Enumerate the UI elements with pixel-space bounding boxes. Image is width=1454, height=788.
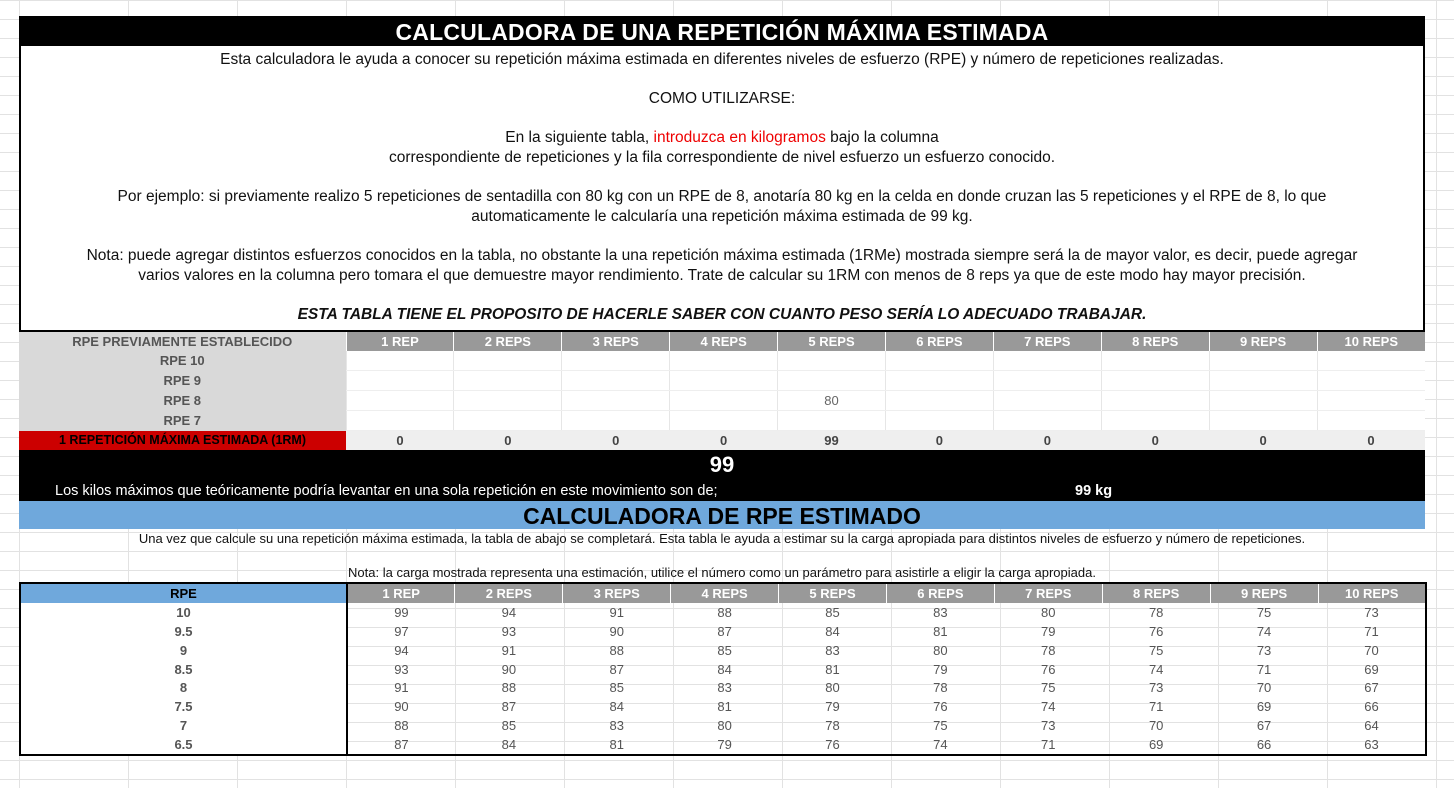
table-row	[20, 697, 1426, 716]
col-header: 9 REPS	[1210, 583, 1318, 603]
load-cell: 75	[1256, 604, 1272, 620]
load-cell: 80	[717, 718, 732, 734]
note-line: Nota: puede agregar distintos esfuerzos conocidos en la tabla, no obstante la una repetición máxima estimada (1RMe) mostrada siempre será la de mayor valor, es decir, puede agregar	[86, 246, 1358, 264]
input-cell[interactable]	[562, 351, 670, 371]
col-header: 10 REPS	[1317, 332, 1425, 351]
load-cell: 91	[501, 642, 517, 658]
load-cell: 79	[933, 661, 948, 677]
load-cell: 83	[933, 604, 948, 620]
table-row	[20, 660, 1426, 679]
input-cell[interactable]	[1317, 351, 1425, 371]
input-cell[interactable]: 80	[778, 391, 886, 411]
input-cell[interactable]	[1209, 411, 1317, 431]
load-cell: 91	[609, 604, 624, 620]
note-line: varios valores en la columna pero tomara el que demuestre mayor rendimiento. Trate de calcular su 1RM con menos de 8 reps ya que de este modo hay mayor precisión.	[138, 266, 1306, 284]
input-cell[interactable]	[993, 391, 1101, 411]
col-header: 1 REP	[347, 583, 455, 603]
input-cell[interactable]	[1101, 351, 1209, 371]
input-corner: RPE PREVIAMENTE ESTABLECIDO	[19, 332, 346, 351]
load-cell: 80	[825, 680, 840, 696]
input-cell[interactable]	[454, 411, 562, 431]
load-cell: 73	[1148, 680, 1164, 696]
load-cell: 84	[609, 699, 624, 715]
rpe-row-label: RPE 10	[19, 351, 346, 371]
load-cell: 66	[1364, 699, 1379, 715]
load-cell: 79	[825, 699, 840, 715]
load-cell: 83	[717, 680, 732, 696]
load-cell: 80	[1041, 604, 1056, 620]
table-row	[20, 716, 1426, 735]
col-header: 10 REPS	[1318, 583, 1426, 603]
load-cell: 78	[933, 680, 948, 696]
instructions	[21, 128, 1423, 148]
rpe-corner: RPE	[20, 583, 347, 603]
table-row	[20, 622, 1426, 641]
load-cell: 69	[1256, 699, 1272, 715]
input-row	[19, 411, 1425, 431]
max-summary	[19, 450, 1425, 501]
result-cell: 0	[1209, 431, 1317, 451]
input-cell[interactable]	[670, 411, 778, 431]
page-title: CALCULADORA DE UNA REPETICIÓN MÁXIMA ESTIMADA	[19, 16, 1425, 46]
load-cell: 73	[1256, 642, 1272, 658]
col-header: 7 REPS	[994, 583, 1102, 603]
col-header: 3 REPS	[562, 332, 670, 351]
col-header: 4 REPS	[670, 332, 778, 351]
rpe-row-label: 9.5	[20, 622, 347, 641]
col-header: 8 REPS	[1102, 583, 1210, 603]
load-cell: 70	[1364, 642, 1379, 658]
purpose-note: ESTA TABLA TIENE EL PROPOSITO DE HACERLE SABER CON CUANTO PESO SERÍA LO ADECUADO TRABAJAR.	[297, 305, 1147, 323]
result-cell: 0	[885, 431, 993, 451]
table-row	[20, 641, 1426, 660]
input-cell[interactable]	[454, 371, 562, 391]
load-cell: 73	[1041, 718, 1056, 734]
load-cell: 91	[394, 680, 409, 696]
load-cell: 87	[717, 623, 732, 639]
input-cell[interactable]	[885, 411, 993, 431]
load-cell: 74	[933, 737, 948, 753]
load-cell: 79	[717, 737, 732, 753]
rpe-row-label: 10	[20, 603, 347, 622]
load-cell: 69	[1364, 661, 1379, 677]
load-cell: 63	[1364, 737, 1379, 753]
input-cell[interactable]	[1209, 371, 1317, 391]
load-cell: 71	[1148, 699, 1164, 715]
load-cell: 88	[394, 718, 409, 734]
rpe-row-label: 7	[20, 716, 347, 735]
load-cell: 71	[1256, 661, 1272, 677]
load-cell: 85	[609, 680, 624, 696]
rpe-row-label: 8	[20, 678, 347, 697]
col-header: 5 REPS	[779, 583, 887, 603]
load-cell: 81	[717, 699, 732, 715]
rpe-row-label: 9	[20, 641, 347, 660]
load-cell: 85	[825, 604, 840, 620]
load-cell: 90	[394, 699, 409, 715]
table-row	[20, 735, 1426, 755]
rpe-calc-description	[19, 529, 1425, 582]
load-cell: 78	[825, 718, 840, 734]
load-cell: 84	[825, 623, 840, 639]
load-cell: 99	[394, 604, 409, 620]
input-cell[interactable]	[1317, 371, 1425, 391]
input-row	[19, 351, 1425, 371]
load-cell: 97	[394, 623, 409, 639]
input-cell[interactable]	[1209, 391, 1317, 411]
input-cell[interactable]	[1209, 351, 1317, 371]
result-cell: 0	[670, 431, 778, 451]
example-line: automaticamente le calcularía una repetición máxima estimada de 99 kg.	[471, 207, 973, 225]
input-cell[interactable]	[1101, 411, 1209, 431]
input-cell[interactable]	[885, 391, 993, 411]
load-cell: 94	[501, 604, 517, 620]
load-cell: 76	[825, 737, 840, 753]
input-cell[interactable]	[670, 391, 778, 411]
load-cell: 67	[1364, 680, 1379, 696]
load-cell: 87	[394, 737, 409, 753]
load-cell: 71	[1041, 737, 1056, 753]
input-cell[interactable]	[778, 351, 886, 371]
input-header-row	[19, 332, 1425, 351]
load-cell: 83	[825, 642, 840, 658]
result-cell: 0	[1317, 431, 1425, 451]
load-cell: 76	[1041, 661, 1056, 677]
rpe-row-label: 6.5	[20, 735, 347, 755]
result-label: 1 REPETICIÓN MÁXIMA ESTIMADA (1RM)	[19, 431, 346, 451]
rpe-table	[19, 582, 1427, 756]
load-cell: 83	[609, 718, 624, 734]
input-row	[19, 371, 1425, 391]
load-cell: 81	[609, 737, 624, 753]
load-cell: 90	[501, 661, 517, 677]
load-cell: 76	[1148, 623, 1164, 639]
col-header: 2 REPS	[454, 332, 562, 351]
result-cell: 0	[1101, 431, 1209, 451]
input-cell[interactable]	[885, 371, 993, 391]
input-cell[interactable]	[993, 371, 1101, 391]
load-cell: 90	[609, 623, 624, 639]
input-cell[interactable]	[993, 411, 1101, 431]
max-value: 99	[709, 452, 735, 477]
rpe-calc-title: CALCULADORA DE RPE ESTIMADO	[19, 501, 1425, 529]
input-table	[19, 332, 1425, 450]
input-cell[interactable]	[346, 351, 454, 371]
load-cell: 85	[501, 718, 517, 734]
input-cell[interactable]	[346, 411, 454, 431]
spreadsheet	[19, 16, 1425, 756]
input-row	[19, 391, 1425, 411]
input-cell[interactable]	[778, 371, 886, 391]
result-row	[19, 431, 1425, 451]
load-cell: 88	[717, 604, 732, 620]
load-cell: 70	[1148, 718, 1164, 734]
rpe-row-label: 7.5	[20, 697, 347, 716]
input-cell[interactable]	[346, 371, 454, 391]
load-cell: 85	[717, 642, 732, 658]
load-cell: 75	[1148, 642, 1164, 658]
load-cell: 93	[394, 661, 409, 677]
input-cell[interactable]	[562, 411, 670, 431]
result-cell: 0	[993, 431, 1101, 451]
load-cell: 81	[825, 661, 840, 677]
col-header: 5 REPS	[778, 332, 886, 351]
rpe-header-row	[20, 583, 1426, 603]
table-row	[20, 678, 1426, 697]
input-cell[interactable]	[993, 351, 1101, 371]
load-cell: 88	[501, 680, 517, 696]
load-cell: 70	[1256, 680, 1272, 696]
input-cell[interactable]	[454, 391, 562, 411]
result-cell: 0	[346, 431, 454, 451]
load-cell: 69	[1148, 737, 1164, 753]
load-cell: 87	[609, 661, 624, 677]
input-cell[interactable]	[562, 371, 670, 391]
result-cell: 0	[454, 431, 562, 451]
load-cell: 75	[933, 718, 948, 734]
instr-text: bajo la columna	[825, 129, 939, 147]
intro-panel	[19, 46, 1425, 332]
kg-value: 99 kg	[1075, 483, 1113, 499]
rpe-calc-desc: Una vez que calcule su una repetición máxima estimada, la tabla de abajo se completará. Esta tabla le ayuda a estimar su la carga apropiada para distintos niveles de esfuerzo y número de repeticiones.	[138, 531, 1306, 546]
col-header: 1 REP	[346, 332, 454, 351]
load-cell: 84	[717, 661, 732, 677]
result-cell: 0	[562, 431, 670, 451]
load-cell: 71	[1364, 623, 1379, 639]
input-cell[interactable]	[346, 391, 454, 411]
load-cell: 79	[1041, 623, 1056, 639]
col-header: 4 REPS	[671, 583, 779, 603]
input-cell[interactable]	[670, 351, 778, 371]
rpe-calc-note: Nota: la carga mostrada representa una estimación, utilice el número como un parámetro para asistirle a eligir la carga apropiada.	[348, 565, 1096, 580]
input-cell[interactable]	[1101, 391, 1209, 411]
result-cell: 99	[778, 431, 886, 451]
load-cell: 74	[1148, 661, 1164, 677]
col-header: 9 REPS	[1209, 332, 1317, 351]
input-cell[interactable]	[562, 391, 670, 411]
load-cell: 67	[1256, 718, 1272, 734]
load-cell: 78	[1148, 604, 1164, 620]
load-cell: 94	[394, 642, 409, 658]
table-row	[20, 603, 1426, 622]
col-header: 7 REPS	[993, 332, 1101, 351]
rpe-row-label: 8.5	[20, 660, 347, 679]
how-to-heading: COMO UTILIZARSE:	[648, 90, 796, 108]
input-cell[interactable]	[885, 351, 993, 371]
input-cell[interactable]	[670, 371, 778, 391]
intro-line: Esta calculadora le ayuda a conocer su repetición máxima estimada en diferentes niveles de esfuerzo (RPE) y número de repeticiones realizadas.	[220, 51, 1224, 68]
input-cell[interactable]	[454, 351, 562, 371]
rpe-row-label: RPE 9	[19, 371, 346, 391]
rpe-row-label: RPE 7	[19, 411, 346, 431]
load-cell: 74	[1256, 623, 1272, 639]
col-header: 8 REPS	[1101, 332, 1209, 351]
instr-highlight: introduzca en kilogramos	[653, 129, 826, 147]
load-cell: 84	[501, 737, 517, 753]
load-cell: 80	[933, 642, 948, 658]
kg-description: Los kilos máximos que teóricamente podría levantar en una sola repetición en este movimiento son de;	[55, 483, 718, 499]
input-cell[interactable]	[1317, 411, 1425, 431]
load-cell: 64	[1364, 718, 1379, 734]
rpe-row-label: RPE 8	[19, 391, 346, 411]
load-cell: 93	[501, 623, 517, 639]
load-cell: 87	[501, 699, 517, 715]
load-cell: 78	[1041, 642, 1056, 658]
load-cell: 73	[1364, 604, 1379, 620]
example-line: Por ejemplo: si previamente realizo 5 repeticiones de sentadilla con 80 kg con un RPE de 8, anotaría 80 kg en la celda en donde cruzan las 5 repeticiones y el RPE de 8, lo que	[117, 188, 1327, 206]
input-cell[interactable]	[1317, 391, 1425, 411]
input-cell[interactable]	[778, 411, 886, 431]
col-header: 2 REPS	[455, 583, 563, 603]
load-cell: 76	[933, 699, 948, 715]
instr-text: En la siguiente tabla,	[505, 129, 654, 147]
col-header: 3 REPS	[563, 583, 671, 603]
load-cell: 88	[609, 642, 624, 658]
load-cell: 74	[1041, 699, 1056, 715]
input-cell[interactable]	[1101, 371, 1209, 391]
col-header: 6 REPS	[886, 583, 994, 603]
col-header: 6 REPS	[885, 332, 993, 351]
instructions-cont: correspondiente de repeticiones y la fila correspondiente de nivel esfuerzo un esfuerzo conocido.	[388, 148, 1056, 166]
load-cell: 75	[1041, 680, 1056, 696]
load-cell: 81	[933, 623, 948, 639]
load-cell: 66	[1256, 737, 1272, 753]
